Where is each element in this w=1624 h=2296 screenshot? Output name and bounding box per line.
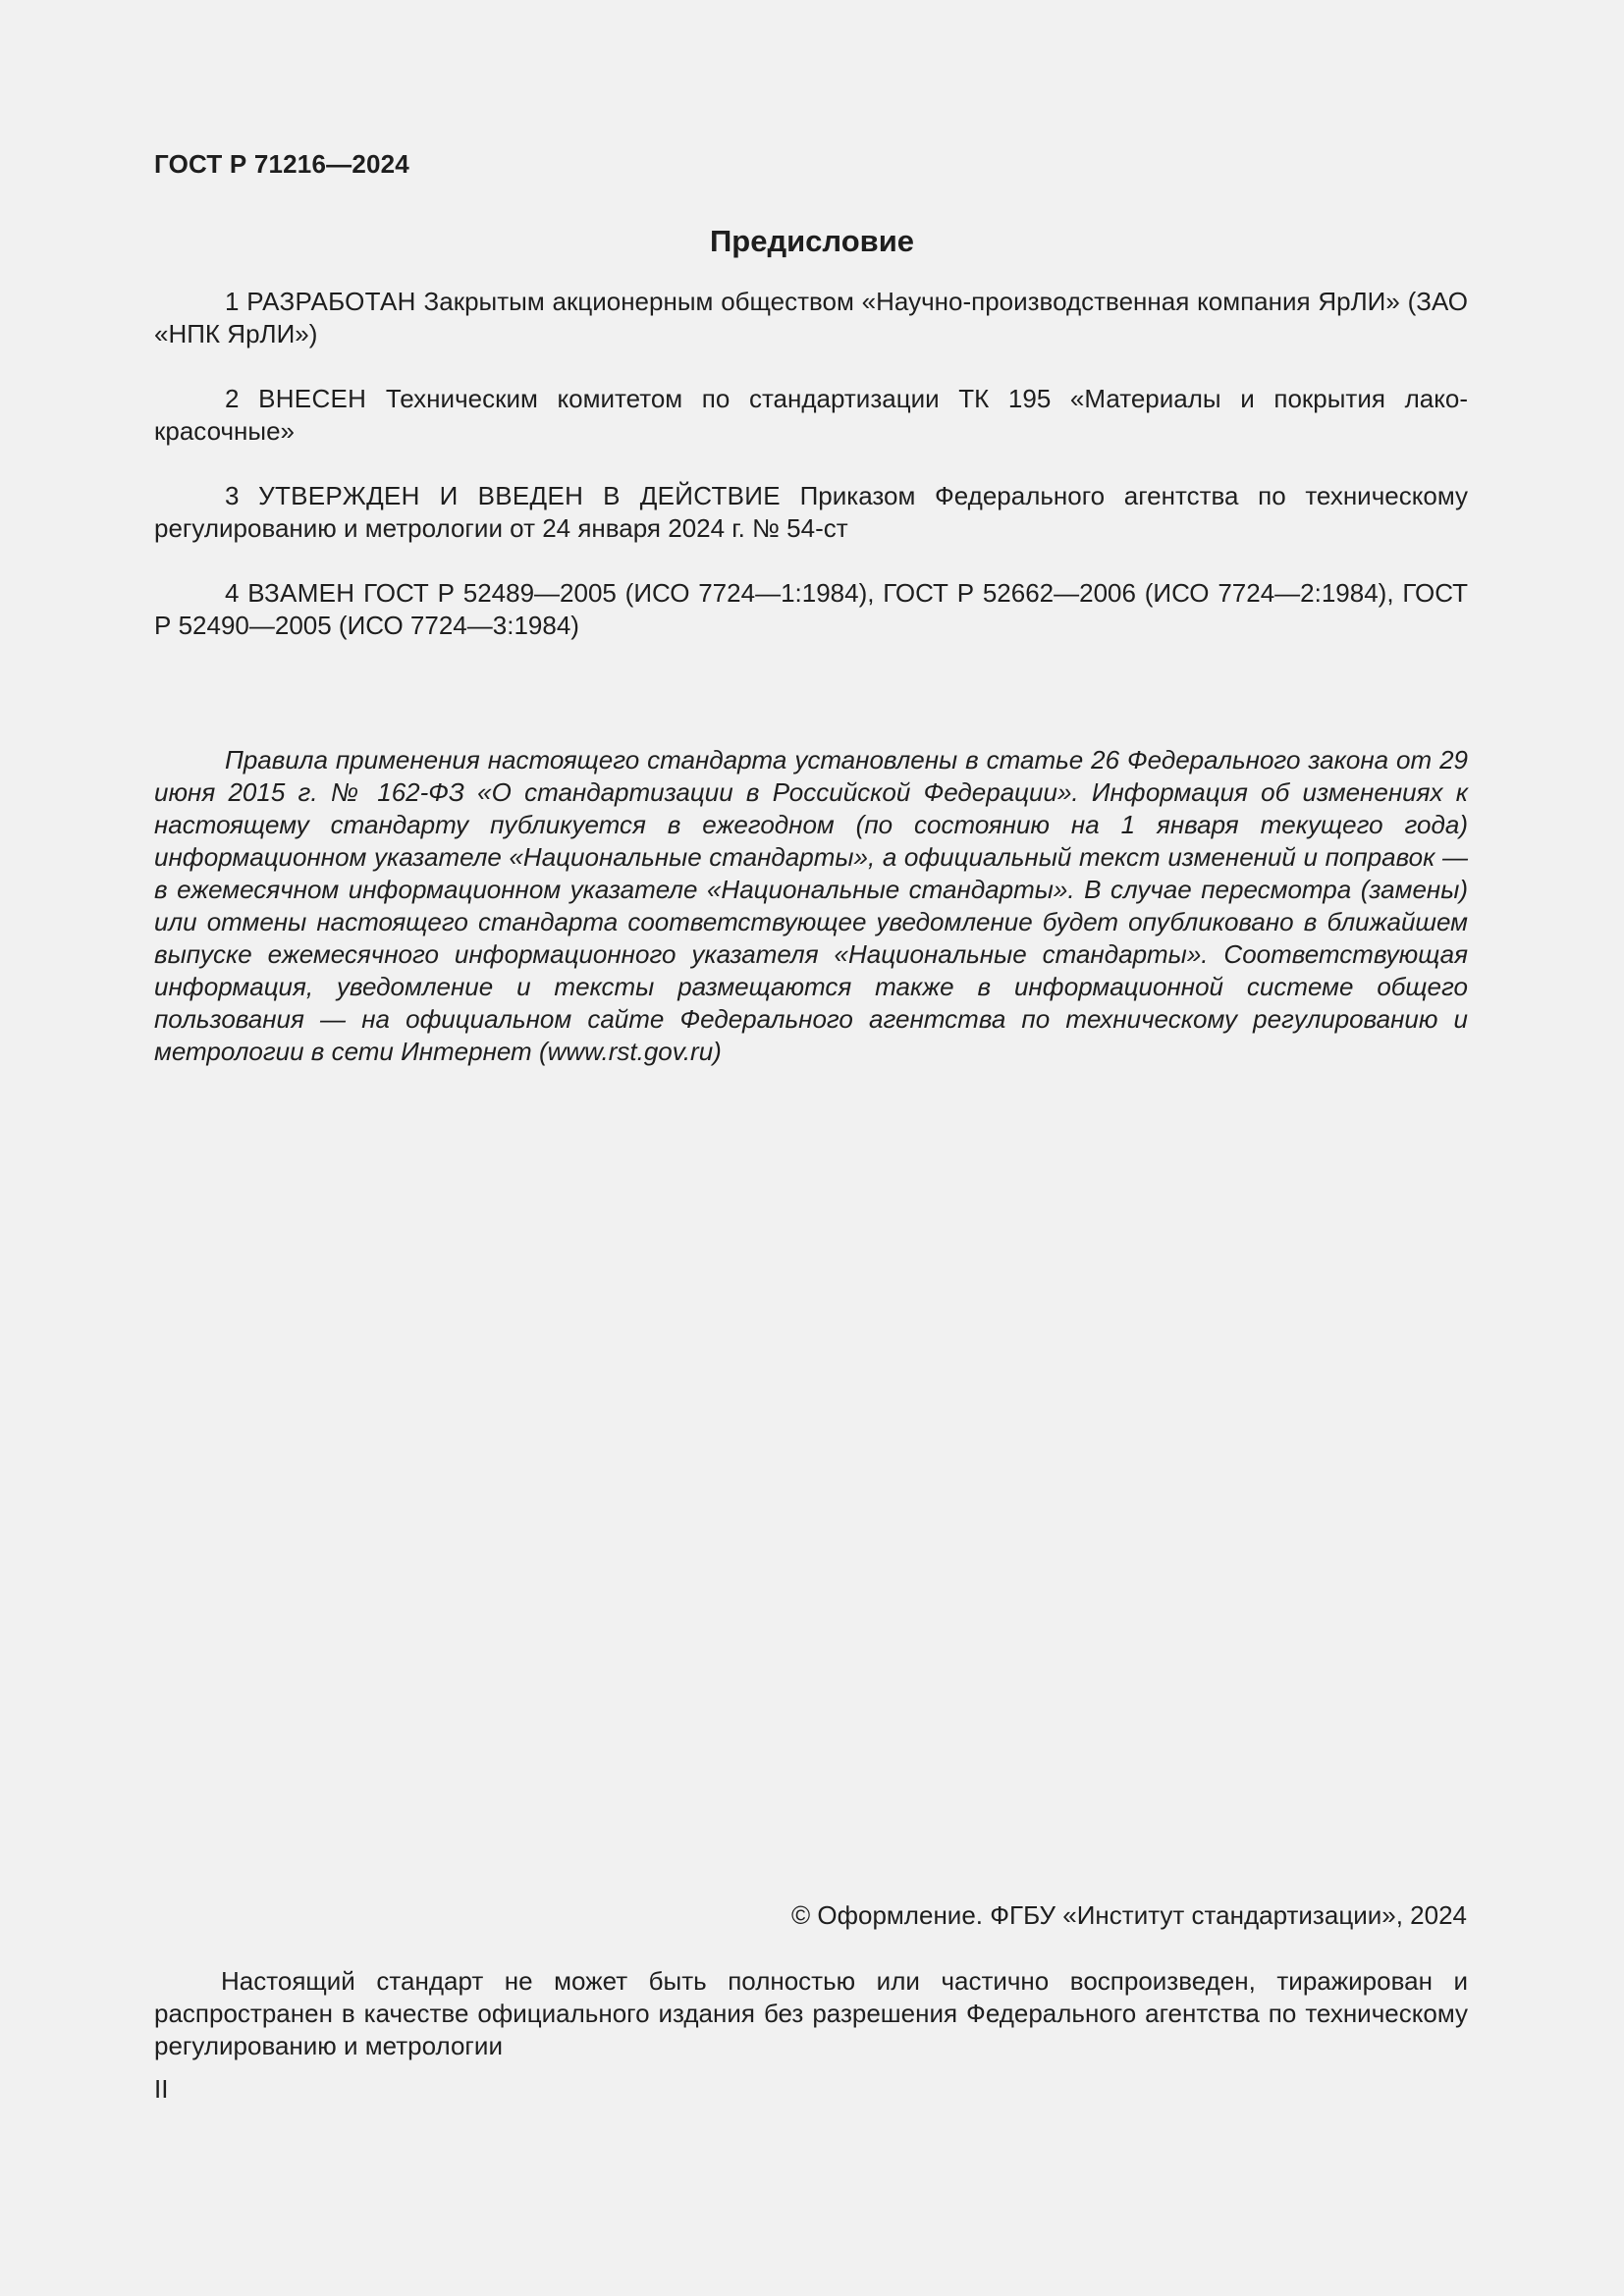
reproduction-rights-notice: Настоящий стандарт не может быть полностью или частично воспроизведен, тиражирован и распространен в качестве официального издания без разрешения Федерального агентства по техническому регулированию и метрологии xyxy=(154,1966,1468,2060)
application-rules-note: Правила применения настоящего стандарта установлены в статье 26 Федерального закона от 29 июня 2015 г. № 162-ФЗ «О стандартизации в Российской Федерации». Информация об изменениях к настоящему стандарту публикуется в ежегодном (по состоянию на 1 января текущего года) информационном указателе «Национальные стандарты», а официальный текст изменений и поправок — в ежемесячном информационном указателе «Национальные стандарты». В случае пересмотра (замены) или отмены настоящего стандарта соответствующее уведомление будет опубликовано в ближайшем выпуске ежемесячного информационного указателя «Национальные стандарты». Соответствующая информация, уведомление и тексты размещаются также в информационной системе общего пользования — на официальном сайте Федерального агентства по техническому регулированию и метрологии в сети Интернет (www.rst.gov.ru) xyxy=(154,745,1468,1066)
preface-item xyxy=(154,286,1468,350)
preface-item xyxy=(154,577,1468,642)
preface-item-lead: РАЗРАБОТАН xyxy=(246,287,416,316)
preface-item-lead: ВНЕСЕН xyxy=(258,384,367,413)
preface-item-text: Техническим комитетом по стандартизации ТК 195 «Материалы и покрытия лако-красочные» xyxy=(154,384,1468,446)
preface-item-text: Закрытым акционерным обществом «Научно-производственная компания ЯрЛИ» (ЗАО «НПК ЯрЛИ») xyxy=(154,287,1468,348)
preface-item-number: 2 xyxy=(225,384,240,413)
preface-item-number: 1 xyxy=(225,287,240,316)
preface-item-number: 3 xyxy=(225,481,240,510)
preface-item-text: ГОСТ Р 52489—2005 (ИСО 7724—1:1984), ГОСТ Р 52662—2006 (ИСО 7724—2:1984), ГОСТ Р 52490—2005 (ИСО 7724—3:1984) xyxy=(154,578,1468,640)
preface-item-text: Приказом Федерального агентства по техническому регулированию и метрологии от 24 января 2024 г. № 54-ст xyxy=(154,481,1469,543)
preface-list xyxy=(154,286,1468,674)
preface-item-lead: УТВЕРЖДЕН И ВВЕДЕН В ДЕЙСТВИЕ xyxy=(258,481,781,510)
document-id: ГОСТ Р 71216—2024 xyxy=(154,149,409,179)
page-number: II xyxy=(154,2074,169,2104)
preface-item-number: 4 xyxy=(225,578,240,608)
preface-item xyxy=(154,480,1468,545)
preface-item xyxy=(154,383,1468,448)
page-title: Предисловие xyxy=(709,224,914,258)
copyright-notice: © Оформление. ФГБУ «Институт стандартизации», 2024 xyxy=(791,1900,1467,1930)
preface-item-lead: ВЗАМЕН xyxy=(247,578,355,608)
